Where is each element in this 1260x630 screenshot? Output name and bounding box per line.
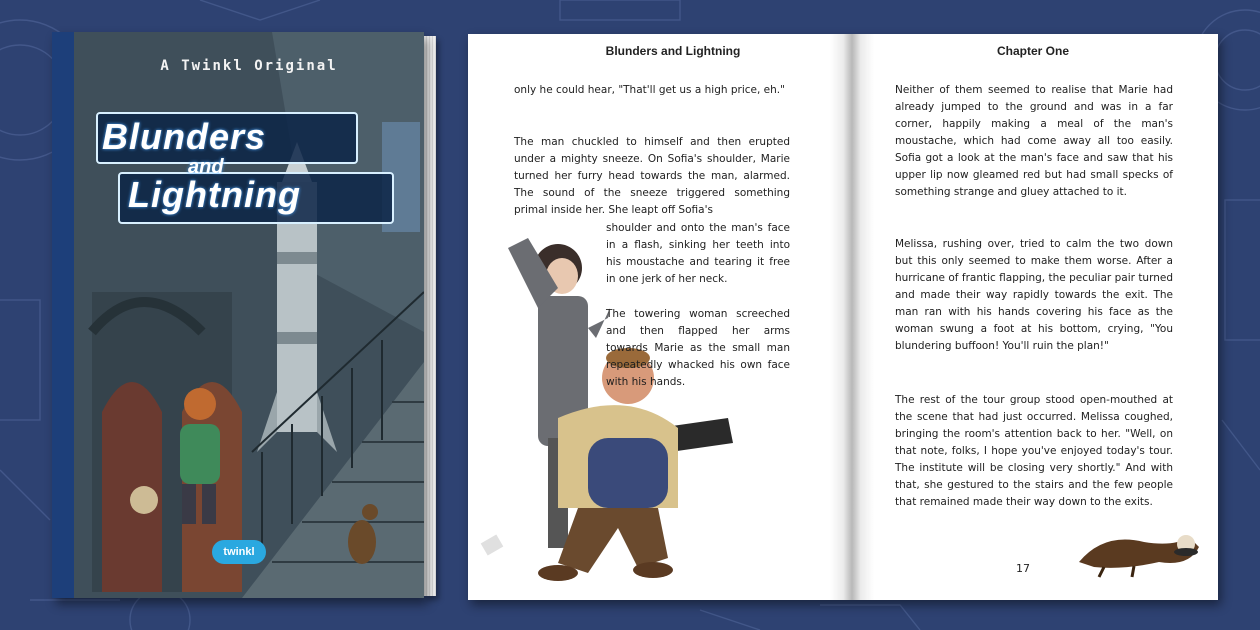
cover-subtitle: A Twinkl Original <box>160 58 338 74</box>
cover-title-line1: Blunders <box>102 116 267 157</box>
book-cover <box>52 32 424 598</box>
right-paragraph-3: The rest of the tour group stood open-mouthed at the scene that had just occurred. Melissa coughed, bringing the room's attention back to her. "Well, on that note, folks, I hope you've enjoyed today's tour. The institute will be closing very shortly." And with that, she gestured to the stairs and the few people that remained made their way down to the exits. <box>895 394 1173 508</box>
book-gutter <box>830 34 874 600</box>
left-paragraph-4: The towering woman screeched and then flapped her arms towards Marie as the small man repeatedly whacked his own face with his hands. <box>606 308 790 388</box>
cover-page-edges <box>424 36 436 596</box>
left-paragraph-3: shoulder and onto the man's face in a flash, sinking her teeth into his moustache and tearing it free in one jerk of her neck. <box>606 222 790 285</box>
cover-title-line3: Lightning <box>128 174 301 215</box>
right-paragraph-2: Melissa, rushing over, tried to calm the two down but this only seemed to make them worse. After a hurricane of frantic flapping, the peculiar pair turned and made their way rapidly towards the exit. The man ran with his hands covering his face as the woman swung a foot at his bottom, crying, "You blundering buffoon! You'll ruin the plan!" <box>895 238 1173 352</box>
twinkl-logo: twinkl <box>212 540 266 564</box>
right-running-head: Chapter One <box>996 44 1069 58</box>
right-paragraph-1: Neither of them seemed to realise that Marie had already jumped to the ground and was in a far corner, happily making a meal of the man's moustache, which had come away all too easily. Sofia got a look at the man's face and saw that his upper lip now gleamed red but had small specks of something strange and gluey attached to it. <box>895 84 1173 198</box>
cover-title-line2: and <box>188 156 224 178</box>
page-number: 17 <box>1016 562 1030 575</box>
left-paragraph-2: The man chuckled to himself and then erupted under a mighty sneeze. On Sofia's shoulder, Marie turned her furry head towards the man, alarmed. The sound of the sneeze triggered something primal inside her. She leapt off Sofia's <box>514 136 790 216</box>
left-paragraph-1: only he could hear, "That'll get us a high price, eh." <box>514 84 785 96</box>
open-book-spread <box>468 34 1218 600</box>
left-running-head: Blunders and Lightning <box>605 44 741 58</box>
cover-spine <box>52 32 74 598</box>
ferret-illustration <box>1074 522 1204 580</box>
